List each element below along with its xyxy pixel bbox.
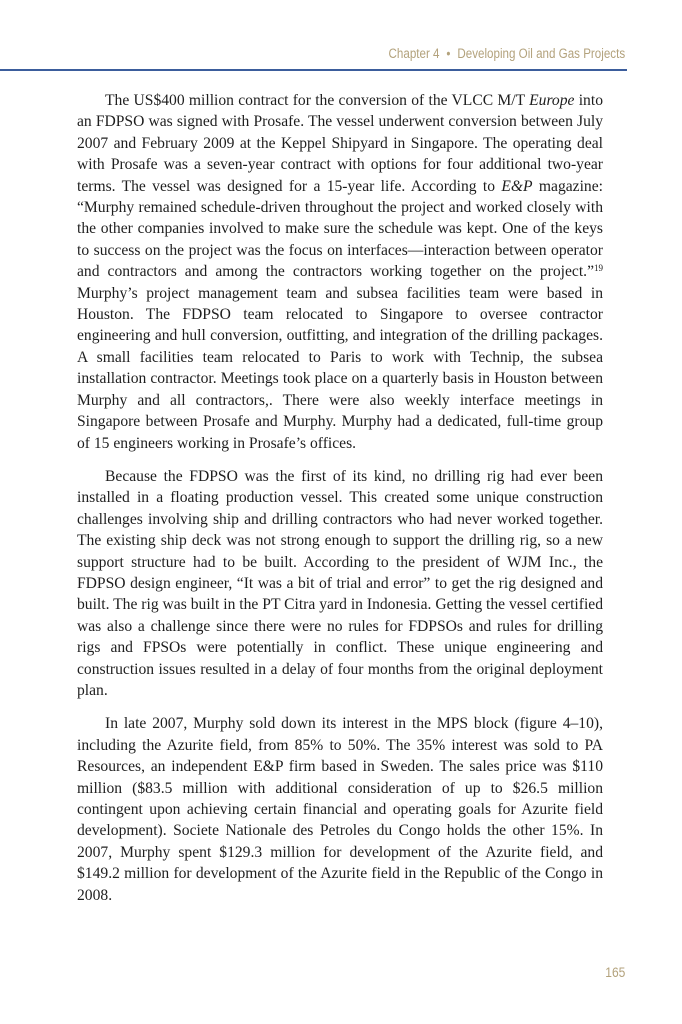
- text-run: In late 2007, Murphy sold down its interest in the MPS block (figure 4–10), including the Azurite field, from 85% to 50%. The 35% interest was sold to PA Resources, an independent E&P firm based in Sweden. The sales price was $110 million ($83.5 million with additional consideration of up to $26.5 million contingent upon achieving certain financial and operating goals for Azurite field development). Societe Nationale des Petroles du Congo holds the other 15%. In 2007, Murphy spent $129.3 million for development of the Azurite field, and $149.2 million for development of the Azurite field in the Republic of the Congo in 2008.: [77, 715, 603, 904]
- footnote-ref: 19: [594, 263, 603, 274]
- header-rule: [0, 69, 627, 71]
- paragraph: [77, 713, 603, 906]
- paragraph: [77, 466, 603, 701]
- chapter-label: Chapter 4: [388, 46, 440, 61]
- paragraph: [77, 90, 603, 454]
- chapter-title: Developing Oil and Gas Projects: [457, 46, 625, 61]
- italic-text: E&P: [501, 177, 533, 195]
- body-text: [77, 90, 603, 918]
- page-number: 165: [604, 964, 625, 980]
- text-run: magazine: “Murphy remained schedule-driven throughout the project and worked closely with the other companies involved to make sure the schedule was kept. One of the keys to success on the project was the focus on interfaces—interaction between operator and contractors and among the contractors working together on the project.”: [77, 177, 603, 281]
- bullet-separator: •: [446, 46, 451, 61]
- running-head: [388, 46, 625, 61]
- text-run: The US$400 million contract for the conversion of the VLCC M/T: [105, 92, 530, 109]
- text-run: Murphy’s project management team and subsea facilities team were based in Houston. The FDPSO team relocated to Singapore to oversee contractor engineering and hull conversion, outfitting, and integration of the drilling packages. A small facilities team relocated to Paris to work with Technip, the subsea installation contractor. Meetings took place on a quarterly basis in Houston between Murphy and all contractors,. There were also weekly interface meetings in Singapore between Prosafe and Murphy. Murphy had a dedicated, full-time group of 15 engineers working in Prosafe’s offices.: [77, 284, 603, 452]
- italic-text: Europe: [529, 92, 575, 109]
- text-run: into an FDPSO was signed with Prosafe. The vessel underwent conversion between July 2007 and February 2009 at the Keppel Shipyard in Singapore. The operating deal with Prosafe was a seven-year contract with options for four additional two-year terms. The vessel was designed for a 15-year life. According to: [77, 92, 603, 195]
- text-run: Because the FDPSO was the first of its kind, no drilling rig had ever been installed in a floating production vessel. This created some unique construction challenges involving ship and drilling contractors who had never worked together. The existing ship deck was not strong enough to support the drilling rig, so a new support structure had to be built. According to the president of WJM Inc., the FDPSO design engineer, “It was a bit of trial and error” to get the rig designed and built. The rig was built in the PT Citra yard in Indonesia. Getting the vessel certified was also a challenge since there were no rules for FDPSOs and rules for drilling rigs and FPSOs were potentially in conflict. These unique engineering and construction issues resulted in a delay of four months from the original deployment plan.: [77, 467, 603, 699]
